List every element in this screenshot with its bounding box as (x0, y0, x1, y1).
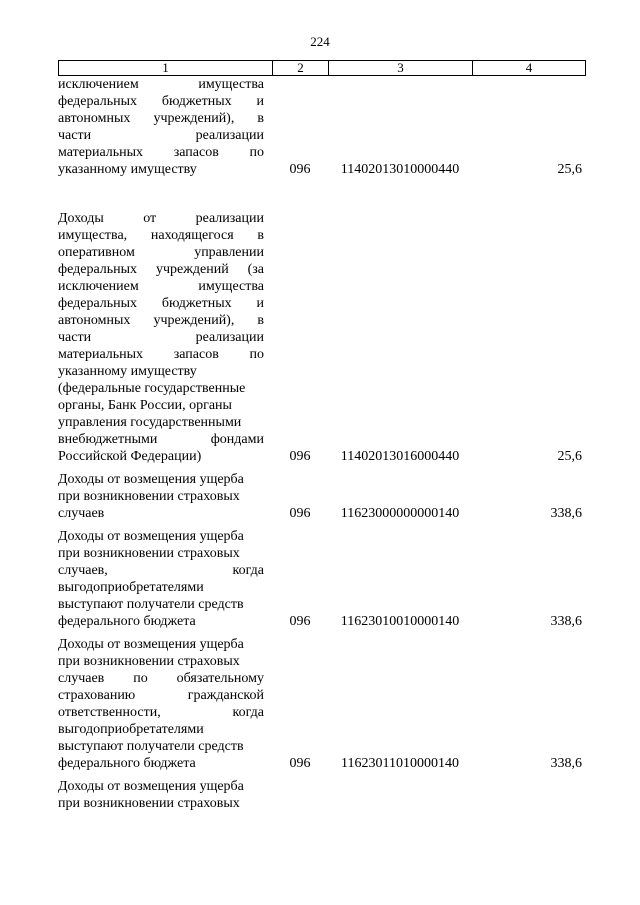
description-line: органы, Банк России, органы (58, 398, 232, 413)
description-line: Доходы от возмещения ущерба (58, 529, 244, 544)
description-line: материальных запасов по (58, 145, 264, 160)
row-admin-code: 096 (289, 449, 311, 464)
table-row (58, 528, 586, 630)
row-amount: 338,6 (550, 756, 582, 771)
description-line: управления государственными (58, 415, 242, 430)
row-budget-code: 11623011010000140 (341, 756, 459, 771)
description-line: случаев по обязательному (58, 671, 264, 686)
description-line: автономных учреждений), в (58, 313, 264, 328)
description-line: (федеральные государственные (58, 381, 246, 396)
description-line: выгодоприобретателями (58, 580, 204, 595)
row-admin-code: 096 (289, 614, 311, 629)
description-line: материальных запасов по (58, 347, 264, 362)
row-amount: 338,6 (550, 614, 582, 629)
description-line: при возникновении страховых (58, 489, 240, 504)
description-line: части реализации (58, 128, 264, 143)
description-line: федеральных бюджетных и (58, 296, 264, 311)
description-line: исключением имущества (58, 77, 264, 92)
description-line: ответственности, когда (58, 705, 264, 720)
description-line: при возникновении страховых (58, 796, 240, 811)
row-description (58, 471, 272, 522)
description-line: Российской Федерации) (58, 449, 202, 464)
row-description (58, 636, 272, 772)
description-line: страхованию гражданской (58, 688, 264, 703)
table-row (58, 210, 586, 465)
description-line: исключением имущества (58, 279, 264, 294)
description-line: при возникновении страховых (58, 546, 240, 561)
table-body (58, 76, 586, 812)
description-line: федерального бюджета (58, 756, 196, 771)
table-row (58, 471, 586, 522)
description-line: оперативном управлении (58, 245, 264, 260)
row-admin-code: 096 (289, 756, 311, 771)
row-budget-code: 11623000000000140 (340, 506, 460, 521)
table-row (58, 778, 586, 812)
description-line: федеральных бюджетных и (58, 94, 264, 109)
row-budget-code: 11623010010000140 (340, 614, 460, 629)
description-line: части реализации (58, 330, 264, 345)
description-line: выгодоприобретателями (58, 722, 204, 737)
row-description (58, 778, 272, 812)
table-row (58, 636, 586, 772)
description-line: случаев (58, 506, 105, 521)
description-line: федерального бюджета (58, 614, 196, 629)
description-line: случаев, когда (58, 563, 264, 578)
description-line: выступают получатели средств (58, 597, 244, 612)
row-description (58, 76, 272, 178)
description-line: при возникновении страховых (58, 654, 240, 669)
row-budget-code: 11402013016000440 (340, 449, 460, 464)
row-amount: 338,6 (550, 506, 582, 521)
description-line: Доходы от возмещения ущерба (58, 779, 244, 794)
table-row (58, 76, 586, 178)
description-line: Доходы от возмещения ущерба (58, 637, 244, 652)
description-line: внебюджетными фондами (58, 432, 264, 447)
header-col-4: 4 (525, 60, 533, 75)
header-col-1: 1 (59, 61, 273, 75)
description-line: выступают получатели средств (58, 739, 244, 754)
description-line: указанному имуществу (58, 162, 197, 177)
description-line: автономных учреждений), в (58, 111, 264, 126)
page-number: 224 (310, 34, 330, 49)
description-line: указанному имуществу (58, 364, 197, 379)
description-line: Доходы от реализации (58, 211, 264, 226)
description-line: имущества, находящегося в (58, 228, 264, 243)
header-col-3: 3 (329, 61, 473, 75)
row-amount: 25,6 (557, 162, 582, 177)
row-description (58, 210, 272, 465)
row-amount: 25,6 (557, 449, 582, 464)
row-admin-code: 096 (289, 162, 311, 177)
header-col-2: 2 (273, 61, 329, 75)
row-budget-code: 11402013010000440 (340, 162, 460, 177)
table-header (58, 60, 586, 76)
description-line: федеральных учреждений (за (58, 262, 264, 277)
description-line: Доходы от возмещения ущерба (58, 472, 244, 487)
row-admin-code: 096 (289, 506, 311, 521)
row-description (58, 528, 272, 630)
